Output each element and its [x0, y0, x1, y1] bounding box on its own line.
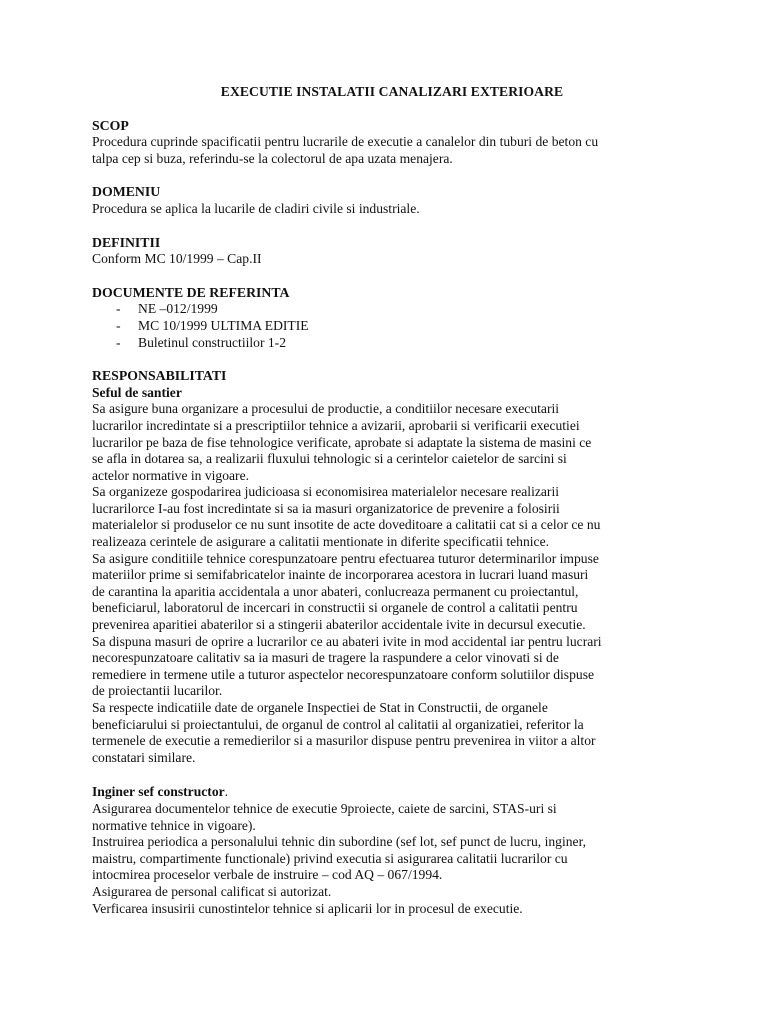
text-line: remediere in termene utile a tuturor aspectelor necorespunzatoare conform solutiilor dispuse	[92, 666, 595, 682]
document-page	[92, 84, 692, 917]
spacer	[92, 766, 692, 784]
list-dash: -	[116, 317, 121, 333]
spacer	[92, 268, 692, 285]
text-line: de proiectantii lucarilor.	[92, 683, 223, 699]
section-definitii	[92, 235, 692, 268]
text-line: Asigurarea de personal calificat si autorizat.	[92, 883, 332, 899]
text-line: Asigurarea documentelor tehnice de executie 9proiecte, caiete de sarcini, STAS-uri si	[92, 800, 557, 816]
document-title: EXECUTIE INSTALATII CANALIZARI EXTERIOARE	[220, 84, 564, 99]
list-dash: -	[116, 334, 121, 350]
text-line: actelor normative in vigoare.	[92, 467, 250, 483]
list-item	[116, 318, 692, 335]
definitii-line: Conform MC 10/1999 – Cap.II	[92, 251, 262, 267]
scop-line: Procedura cuprinde spacificatii pentru lucrarile de executie a canalelor din tuburi de beton cu	[92, 134, 599, 150]
spacer	[92, 218, 692, 235]
text-line: se afla in dotarea sa, a realizarii fluxului tehnologic si a cerintelor caietelor de sarcini si	[92, 451, 567, 467]
section-responsabilitati	[92, 368, 692, 917]
text-line: materiilor prime si semifabricatelor inainte de incorporarea acestora in lucrari luand masuri	[92, 567, 589, 583]
inginer-sef-constructor-text	[92, 801, 692, 917]
text-line: beneficiarul, laboratorul de incercari in constructii si organele de control a calitatii pentru	[92, 600, 578, 616]
text-line: Sa dispuna masuri de oprire a lucrarilor ce au abateri ivite in mod accidental iar pentru lucrari	[92, 633, 602, 649]
text-line: Verficarea insusirii cunostintelor tehnice si aplicarii lor in procesul de executie.	[92, 900, 523, 916]
inginer-sef-constructor-heading	[92, 784, 692, 801]
text-line: materialelor si produselor ce nu sunt insotite de acte doveditoare a calitatii cat si a celor ce nu	[92, 517, 601, 533]
inginer-heading-label: Inginer sef constructor	[92, 784, 225, 800]
text-line: necorespunzatoare calitativ sa ia masuri de tragere la raspundere a celor vinovati si de	[92, 650, 559, 666]
seful-de-santier-heading: Seful de santier	[92, 384, 182, 400]
text-line: maistru, compartimente functionale) privind executia si asigurarea calitatii lucrarilor cu	[92, 850, 568, 866]
definitii-heading: DEFINITII	[92, 234, 161, 250]
text-line: intocmirea proceselor verbale de instruire – cod AQ – 067/1994.	[92, 867, 443, 883]
domeniu-heading: DOMENIU	[92, 184, 161, 200]
text-line: constatari similare.	[92, 749, 196, 765]
section-documente-referinta	[92, 285, 692, 351]
text-line: realizeaza cerintele de asigurare a calitatii mentionate in diferite specificatii tehnice.	[92, 534, 550, 550]
scop-heading: SCOP	[92, 117, 129, 133]
list-item	[116, 301, 692, 318]
text-line: lucrarilor incredintate si a prescriptiilor tehnice a avizarii, aprobarii si verificarii executiei	[92, 417, 580, 433]
domeniu-line: Procedura se aplica la lucarile de cladiri civile si industriale.	[92, 200, 420, 216]
documente-heading: DOCUMENTE DE REFERINTA	[92, 284, 290, 300]
responsabilitati-heading: RESPONSABILITATI	[92, 368, 227, 384]
section-scop	[92, 118, 692, 168]
inginer-heading-suffix: .	[224, 784, 229, 800]
list-dash: -	[116, 301, 121, 317]
spacer	[92, 167, 692, 184]
text-line: Instruirea periodica a personalului tehnic din subordine (sef lot, sef punct de lucru, inginer,	[92, 834, 586, 850]
scop-line: talpa cep si buza, referindu-se la colectorul de apa uzata menajera.	[92, 150, 453, 166]
text-line: termenele de executie a remedierilor si a masurilor dispuse pentru prevenirea in viitor a altor	[92, 733, 596, 749]
text-line: normative tehnice in vigoare).	[92, 817, 256, 833]
text-line: Sa asigure conditiile tehnice corespunzatoare pentru efectuarea tuturor determinarilor impuse	[92, 550, 599, 566]
reference-item: Buletinul constructiilor 1-2	[138, 334, 286, 350]
section-domeniu	[92, 184, 692, 217]
seful-de-santier-text	[92, 401, 692, 766]
text-line: de carantina la aparitia accidentala a unor abateri, conlucreaza permanent cu proiectantul,	[92, 583, 579, 599]
text-line: Sa asigure buna organizare a procesului de productie, a conditiilor necesare executarii	[92, 401, 560, 417]
reference-item: NE –012/1999	[138, 301, 218, 317]
text-line: lucrarilor pe baza de fise tehnologice verificate, aprobate si adaptate la sistema de masini ce	[92, 434, 592, 450]
reference-list	[92, 301, 692, 351]
text-line: beneficiarului si proiectantului, de organul de control al calitatii al organizatiei, referitor la	[92, 716, 584, 732]
text-line: lucrarilorce I-au fost incredintate si sa ia masuri organizatorice de prevenire a folosirii	[92, 500, 560, 516]
text-line: prevenirea aparitiei abaterilor si a stingerii abaterilor accidentale ivite in decursul executie.	[92, 617, 586, 633]
text-line: Sa respecte indicatiile date de organele Inspectiei de Stat in Constructii, de organele	[92, 700, 548, 715]
reference-item: MC 10/1999 ULTIMA EDITIE	[138, 317, 309, 333]
text-line: Sa organizeze gospodarirea judicioasa si economisirea materialelor necesare realizarii	[92, 484, 559, 500]
list-item	[116, 335, 692, 352]
spacer	[92, 351, 692, 368]
